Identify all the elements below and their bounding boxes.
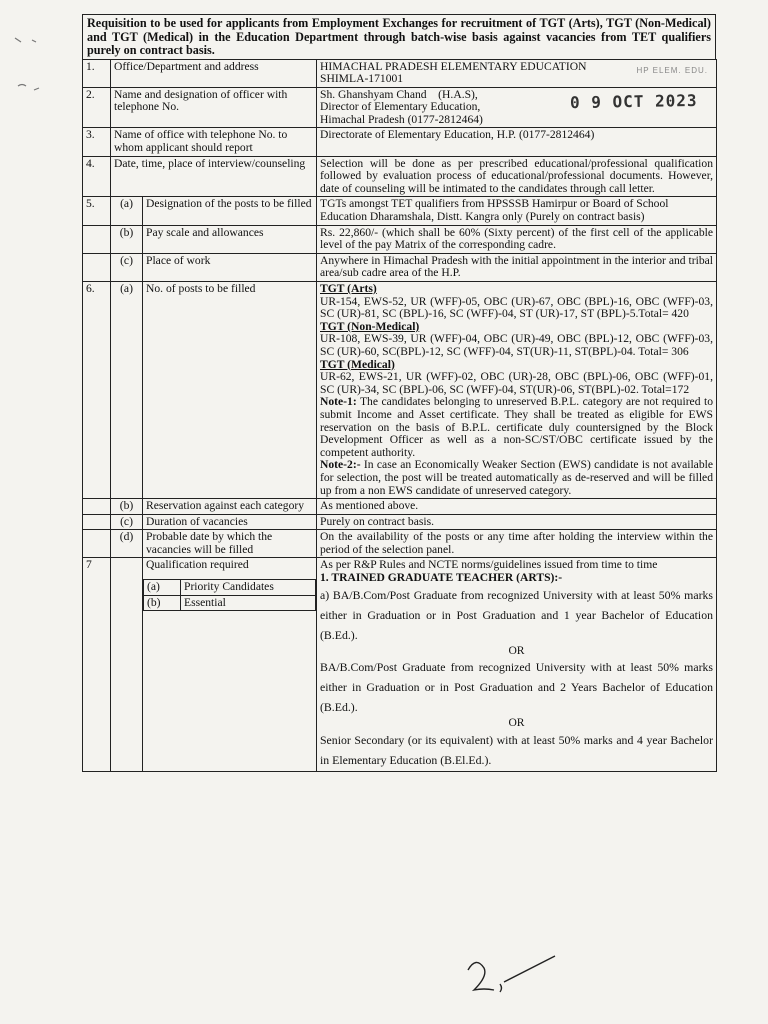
table-row	[83, 128, 717, 156]
row-label: Designation of the posts to be filled	[143, 197, 317, 225]
row-number: 1.	[83, 59, 111, 87]
requisition-document	[82, 14, 716, 772]
table-row	[83, 514, 717, 530]
value-line: Sh. Ghanshyam Chand (H.A.S),	[320, 87, 478, 101]
row-label: Priority Candidates	[181, 580, 316, 596]
signature-mark-icon	[460, 950, 570, 1010]
stamp-partial-text: HP ELEM. EDU.	[636, 66, 708, 75]
note	[320, 396, 713, 459]
post-breakdown: UR-62, EWS-21, UR (WFF)-02, OBC (UR)-28, OBC (BPL)-06, OBC (WFF)-01, SC (UR)-34, SC (BPL)-06, SC (WFF)-04, ST(UR)-06, ST(BPL)-02. Total=172	[320, 370, 713, 396]
requisition-table	[82, 59, 717, 772]
row-sub-number: (b)	[111, 499, 143, 515]
table-row	[83, 87, 717, 128]
table-row	[83, 197, 717, 225]
row-number: 5.	[83, 197, 111, 225]
row-label: Date, time, place of interview/counseling	[111, 156, 317, 197]
post-breakdown: UR-154, EWS-52, UR (WFF)-05, OBC (UR)-67, OBC (BPL)-16, OBC (WFF)-03, SC (UR)-81, SC (BPL)-16, SC (WFF)-04, ST (UR)-17, ST (BPL)-5.Total= 420	[320, 294, 713, 321]
value-line: Himachal Pradesh (0177-2812464)	[320, 112, 483, 126]
row-value	[317, 558, 717, 771]
note-text: The candidates belonging to unreserved B.P.L. category are not required to submit Income and Asset certificate. They shall be treated as eligible for EWS reservation on the basis of B.P.L. certificate duly countersigned by the Block Development Officer as well as a non-SC/ST/OBC certificate issued by the competent authority.	[320, 395, 713, 459]
row-sub-number: (c)	[111, 253, 143, 281]
row-value: Anywhere in Himachal Pradesh with the initial appointment in the interior and tribal area/sub cadre area of the H.P.	[317, 253, 717, 281]
received-date-stamp: 0 9 OCT 2023	[570, 90, 699, 113]
table-row	[83, 282, 717, 499]
document-title: Requisition to be used for applicants from Employment Exchanges for recruitment of TGT (Arts), TGT (Non-Medical) and TGT (Medical) in the Education Department through batch-wise basis against vacancies from TET qualifiers purely on contract basis.	[82, 14, 716, 59]
note-label: Note-1:	[320, 395, 357, 409]
qualification-intro: As per R&P Rules and NCTE norms/guidelines issued from time to time	[320, 558, 658, 572]
row-sub-number: (a)	[111, 197, 143, 225]
note-label: Note-2:-	[320, 458, 361, 472]
qualification-option: BA/B.Com/Post Graduate from recognized University with at least 50% marks either in Graduation or in Post Graduation and 2 Years Bachelor of Education (B.Ed.).	[320, 660, 713, 715]
row-value: As mentioned above.	[317, 499, 717, 515]
or-separator: OR	[508, 716, 525, 730]
note-text: In case an Economically Weaker Section (EWS) candidate is not available for selection, the post will be treated automatically as de-reserved and will be filled up from a non EWS candidate of unreserved category.	[320, 458, 713, 497]
row-label: No. of posts to be filled	[143, 282, 317, 499]
row-sub-number: (b)	[111, 225, 143, 253]
section-heading: TGT (Non-Medical)	[320, 319, 420, 333]
row-label: Name of office with telephone No. to whom applicant should report	[111, 128, 317, 156]
row-sub-number: (c)	[111, 514, 143, 530]
table-row	[144, 580, 316, 596]
table-row	[83, 59, 717, 87]
row-label: Essential	[181, 595, 316, 611]
note	[320, 459, 713, 497]
row-value: Selection will be done as per prescribed educational/professional qualification followed by evaluation process of educational/professional documents. However, date of counseling will be intimated to the candidates through call letter.	[317, 156, 717, 197]
row-label: Office/Department and address	[111, 59, 317, 87]
row-number: 2.	[83, 87, 111, 128]
table-row	[83, 558, 717, 771]
row-label	[143, 558, 317, 771]
row-value: Rs. 22,860/- (which shall be 60% (Sixty percent) of the first cell of the applicable level of the pay Matrix of the corresponding cadre.	[317, 225, 717, 253]
margin-marks	[10, 30, 50, 104]
post-breakdown: UR-108, EWS-39, UR (WFF)-04, OBC (UR)-49, OBC (BPL)-12, OBC (WFF)-03, SC (UR)-60, SC(BPL)-12, SC (WFF)-04, ST(UR)-11, ST(BPL)-04. Total= 306	[320, 332, 713, 358]
row-label: Duration of vacancies	[143, 514, 317, 530]
qualification-label: Qualification required	[146, 558, 249, 572]
row-sub-number: (a)	[111, 282, 143, 499]
row-value	[317, 87, 717, 128]
row-value	[317, 282, 717, 499]
qualification-option: Senior Secondary (or its equivalent) with at least 50% marks and 4 year Bachelor in Elementary Education (B.El.Ed.).	[320, 732, 713, 767]
row-value: Purely on contract basis.	[317, 514, 717, 530]
value-line: SHIMLA-171001	[320, 72, 404, 86]
table-row	[144, 595, 316, 611]
qualification-heading: 1. TRAINED GRADUATE TEACHER (ARTS):-	[320, 571, 563, 585]
row-value: TGTs amongst TET qualifiers from HPSSSB Hamirpur or Board of School Education Dharamshala, Distt. Kangra only (Purely on contract basis)	[317, 197, 717, 225]
row-label: Probable date by which the vacancies will be filled	[143, 530, 317, 558]
qualification-subtable	[143, 579, 316, 611]
row-label: Pay scale and allowances	[143, 225, 317, 253]
value-line: HIMACHAL PRADESH ELEMENTARY EDUCATION	[320, 59, 587, 73]
row-label: Place of work	[143, 253, 317, 281]
table-row	[83, 225, 717, 253]
row-sub-number: (a)	[144, 580, 181, 596]
value-line: Director of Elementary Education,	[320, 100, 481, 114]
section-heading: TGT (Medical)	[320, 357, 395, 371]
qualification-option: a) BA/B.Com/Post Graduate from recognized University with at least 50% marks either in Graduation or in Post Graduation and 1 year Bachelor of Education (B.Ed.).	[320, 587, 713, 642]
row-value: Directorate of Elementary Education, H.P. (0177-2812464)	[317, 128, 717, 156]
row-number: 7	[83, 558, 111, 771]
table-row	[83, 530, 717, 558]
row-value: On the availability of the posts or any time after holding the interview within the period of the selection panel.	[317, 530, 717, 558]
handwritten-page-number	[460, 950, 570, 1010]
row-number: 6.	[83, 282, 111, 499]
table-row	[83, 499, 717, 515]
row-value	[317, 59, 717, 87]
row-label: Name and designation of officer with telephone No.	[111, 87, 317, 128]
row-number: 3.	[83, 128, 111, 156]
row-sub-number: (d)	[111, 530, 143, 558]
row-sub-number: (b)	[144, 595, 181, 611]
table-row	[83, 156, 717, 197]
or-separator: OR	[508, 643, 525, 657]
row-label: Reservation against each category	[143, 499, 317, 515]
section-heading: TGT (Arts)	[320, 282, 377, 295]
row-number: 4.	[83, 156, 111, 197]
table-row	[83, 253, 717, 281]
